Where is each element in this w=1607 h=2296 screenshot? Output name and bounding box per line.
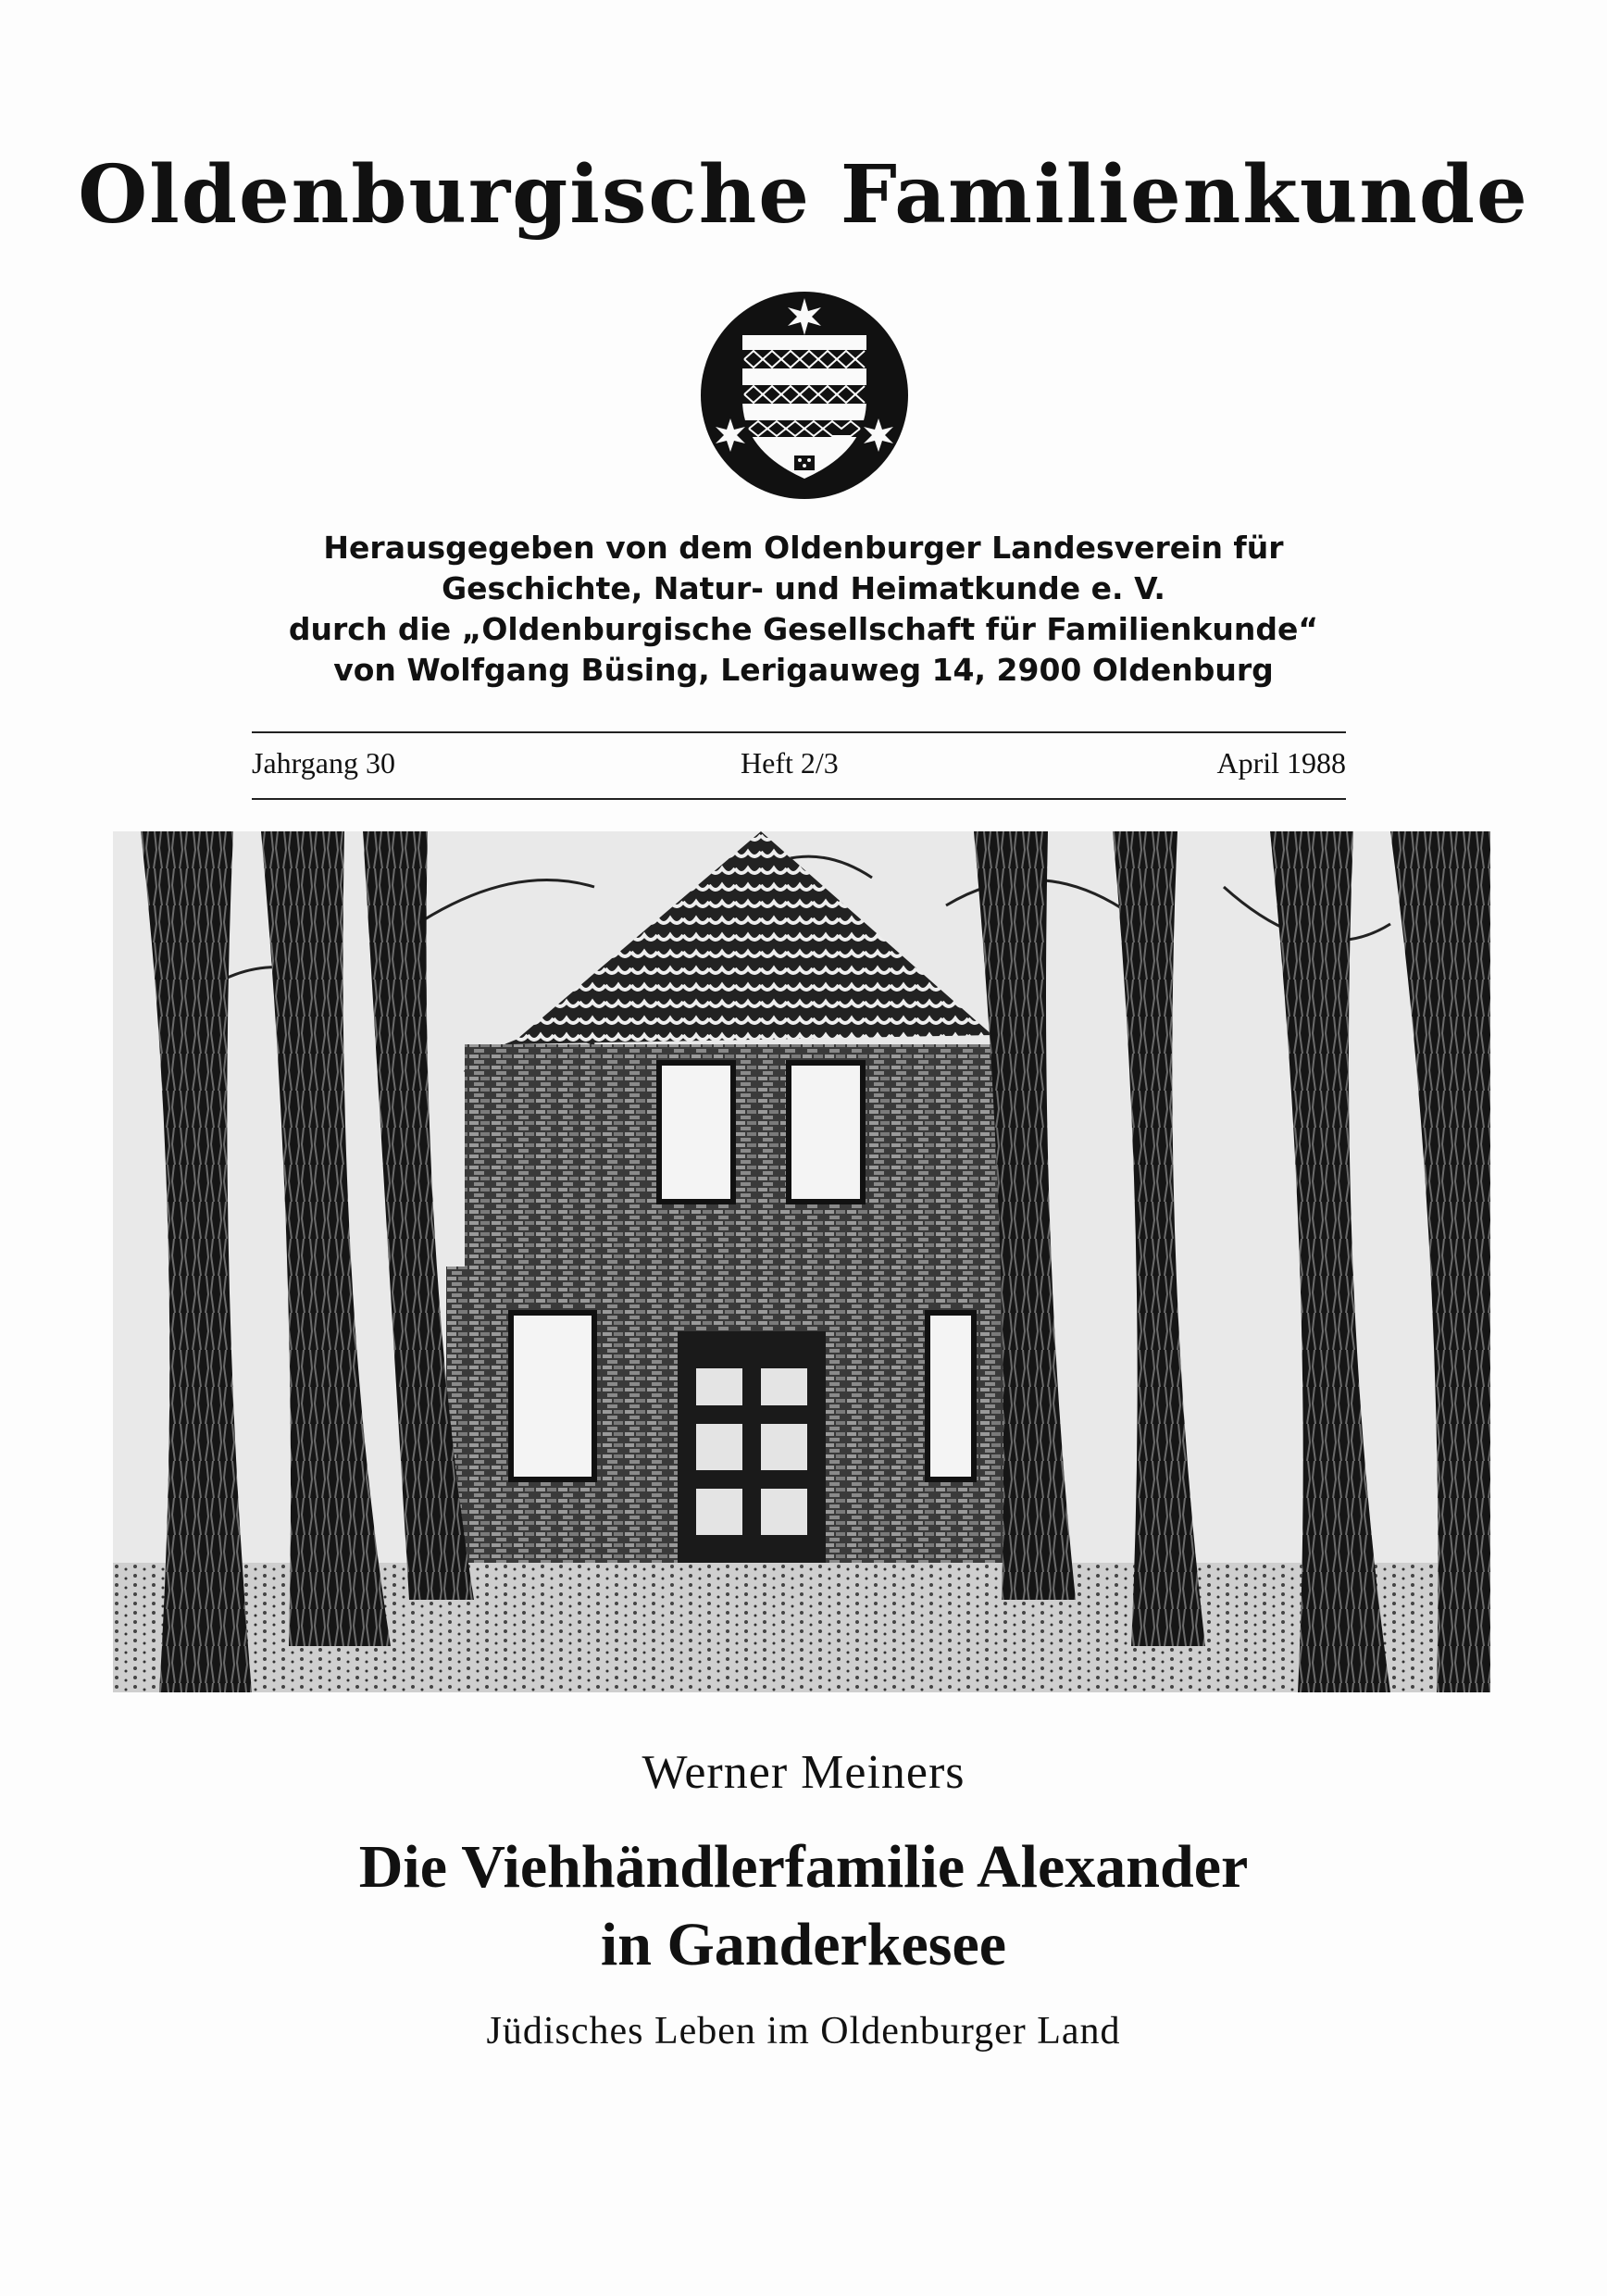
article-title-line-1: Die Viehhändlerfamilie Alexander	[358, 1833, 1249, 1901]
publisher-line-4: von Wolfgang Büsing, Lerigauweg 14, 2900 Oldenburg	[333, 652, 1274, 688]
brick-house-among-trees-photo	[113, 831, 1490, 1692]
top-divider	[252, 731, 1346, 733]
article-author: Werner Meiners	[642, 1746, 965, 1799]
article-title	[0, 1828, 1607, 1984]
article-subtitle: Jüdisches Leben im Oldenburger Land	[486, 2010, 1121, 2053]
bottom-divider	[252, 798, 1346, 800]
issue-info-row	[252, 746, 1346, 789]
coat-of-arms-emblem-icon	[698, 289, 911, 502]
publisher-info	[278, 528, 1329, 691]
publisher-line-1: Herausgegeben von dem Oldenburger Landesverein für	[323, 530, 1284, 566]
article-title-line-2: in Ganderkesee	[600, 1911, 1007, 1978]
publisher-line-3: durch die „Oldenburgische Gesellschaft für Familienkunde“	[288, 611, 1319, 647]
publisher-line-2: Geschichte, Natur- und Heimatkunde e. V.	[442, 570, 1165, 606]
issue-date-label: April 1988	[1216, 746, 1346, 780]
issue-number-label: Heft 2/3	[741, 746, 839, 780]
journal-masthead: Oldenburgische Familienkunde	[78, 148, 1529, 242]
volume-label: Jahrgang 30	[252, 746, 395, 780]
